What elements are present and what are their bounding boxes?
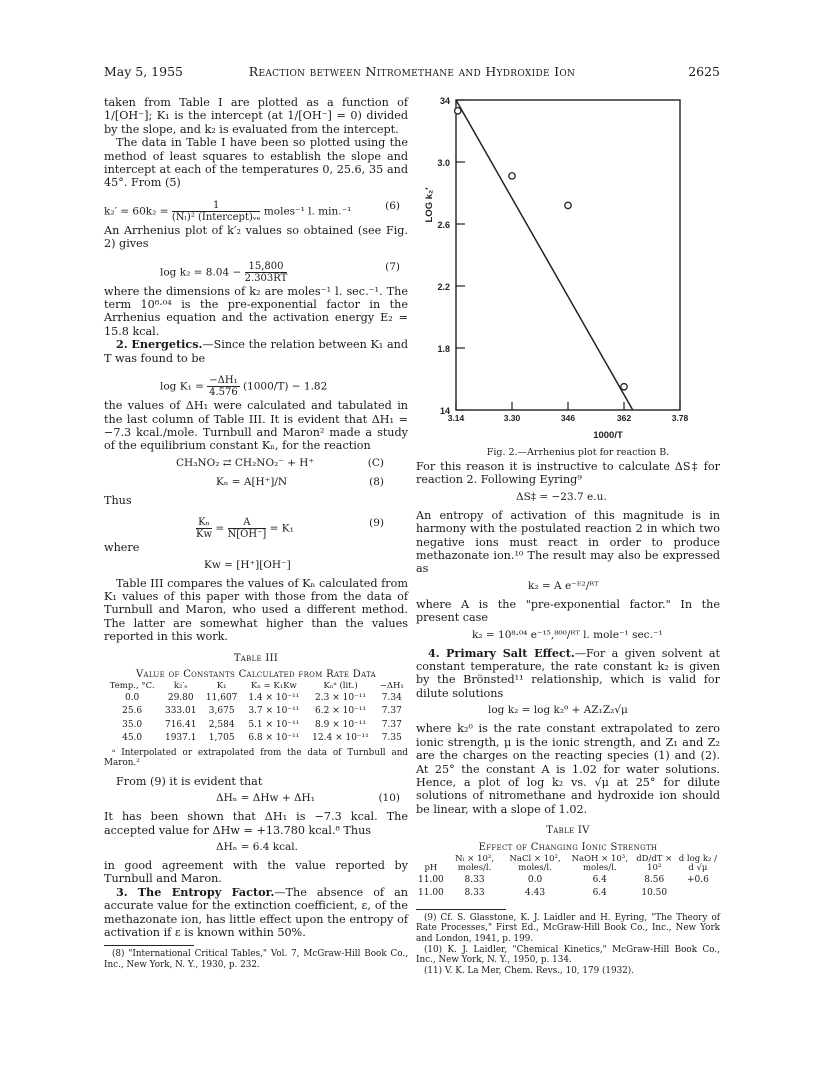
equation-6 bbox=[104, 193, 408, 221]
header-title: Reaction between Nitromethane and Hydroxide Ion bbox=[248, 64, 576, 79]
section-title: The Entropy Factor. bbox=[137, 884, 275, 899]
section-2 bbox=[104, 338, 408, 365]
eq-text: Kw = [H⁺][OH⁻] bbox=[204, 558, 291, 571]
eq-lhs: k₂′ = 60k₂ = bbox=[104, 205, 169, 218]
equation-entropy bbox=[416, 490, 720, 506]
equation-kw bbox=[104, 558, 408, 574]
equation-a bbox=[416, 579, 720, 595]
data-point bbox=[509, 173, 515, 179]
equation-k2 bbox=[416, 628, 720, 644]
x-tick-label: 346 bbox=[560, 413, 576, 423]
equation-8 bbox=[104, 475, 408, 491]
table-cell: 6.4 bbox=[592, 874, 607, 885]
table-row bbox=[104, 692, 408, 705]
footnote-rule bbox=[104, 945, 194, 946]
section-title: Primary Salt Effect. bbox=[446, 645, 575, 660]
footnote-8: (8) "International Critical Tables," Vol. 7, McGraw-Hill Book Co., Inc., New York, N. Y., 1930, p. 232. bbox=[104, 949, 408, 970]
equation-10 bbox=[104, 791, 408, 807]
section-text: —The absence of an accurate value for the extinction coefficient, ε, of the methazonate ion, has little effect upon the entropy of activation if ε is known within 50%. bbox=[104, 885, 408, 939]
table-cell: 8.33 bbox=[464, 874, 485, 885]
table-header: K₁ bbox=[216, 681, 227, 692]
eq-denominator: 4.576 bbox=[209, 387, 238, 399]
table-header: Nₗ × 10², moles/l. bbox=[455, 853, 495, 874]
eq-text: ΔS‡ = −23.7 e.u. bbox=[516, 490, 607, 503]
table-cell: 35.0 bbox=[122, 719, 143, 730]
equation-9: $\frac{\text{Kₙ}}{Kw}$ = $\frac{A}{N[OH^-]}$ = K₁ (9) bbox=[196, 517, 384, 541]
eq-text: log k₂ = log k₂⁰ + AZ₁Z₂√μ bbox=[488, 704, 628, 717]
table-cell: 25.6 bbox=[122, 706, 143, 717]
table-cell: 1.4 × 10⁻¹¹ bbox=[248, 692, 300, 703]
equation-bronsted bbox=[416, 703, 720, 719]
x-tick-label: 3.78 bbox=[671, 413, 689, 423]
footnote-10: (10) K. J. Laidler, "Chemical Kinetics," McGraw-Hill Book Co., Inc., New York, N. Y., 1950, p. 134. bbox=[416, 944, 720, 966]
x-tick-label: 3.30 bbox=[503, 413, 521, 423]
left-column bbox=[104, 96, 408, 971]
equation-c bbox=[104, 456, 408, 472]
paragraph: where bbox=[104, 541, 140, 555]
table-cell: 2.3 × 10⁻¹¹ bbox=[315, 692, 367, 703]
table-cell: 1,705 bbox=[208, 733, 235, 744]
table-cell: 11.00 bbox=[418, 888, 444, 899]
section-number: 2. bbox=[116, 337, 128, 352]
table-cell: 6.2 × 10⁻¹¹ bbox=[315, 706, 367, 717]
eq-number: (9) bbox=[369, 517, 384, 530]
fit-line bbox=[456, 100, 633, 410]
x-tick-label: 3.14 bbox=[447, 413, 465, 423]
eq-number: (7) bbox=[385, 260, 400, 273]
table-cell: 6.4 bbox=[592, 888, 607, 899]
table-cell: 5.1 × 10⁻¹¹ bbox=[248, 719, 300, 730]
eq-lhs: log k₂ = 8.04 − bbox=[160, 266, 242, 279]
section-4 bbox=[416, 647, 720, 701]
x-axis-label: 1000/T bbox=[593, 430, 623, 441]
eq-numerator: 1 bbox=[172, 200, 261, 212]
table-cell: 0.0 bbox=[527, 874, 543, 885]
eq-rhs: = K₁ bbox=[269, 522, 294, 535]
table-header: Temp., °C. bbox=[109, 681, 155, 692]
section-text: —For a given solvent at constant temperature, the rate constant k₂ is given by the Brönsted¹¹ relationship, which is valid for dilute solutions bbox=[416, 646, 720, 700]
eq-denominator: Kw bbox=[196, 529, 213, 541]
paragraph: An entropy of activation of this magnitude is in harmony with the postulated reaction 2 in which two negative ions must react in order to produce methazonate ion.¹⁰ The result may also be expressed as bbox=[416, 508, 720, 576]
x-tick-label: 362 bbox=[616, 413, 632, 423]
table-cell: 12.4 × 10⁻¹¹ bbox=[312, 733, 369, 744]
figure-2 bbox=[416, 96, 720, 458]
eq-numerator: 15,800 bbox=[245, 261, 288, 273]
equation-7 bbox=[104, 254, 408, 282]
footnote-rule bbox=[416, 909, 506, 910]
y-tick-label: 34 bbox=[439, 96, 450, 106]
eq-denominator: 2.303RT bbox=[244, 272, 288, 284]
eq-text: k₂ = A e⁻ᴱ²/ᴿᵀ bbox=[528, 579, 599, 592]
eq-fraction bbox=[207, 375, 239, 398]
section-number: 3. bbox=[116, 884, 128, 899]
equation-hn bbox=[104, 840, 408, 856]
table-cell: 11,607 bbox=[205, 692, 238, 703]
table-row bbox=[416, 887, 720, 900]
eq-unit: moles⁻¹ l. min.⁻¹ bbox=[263, 205, 352, 218]
y-tick-label: 2.6 bbox=[437, 220, 450, 230]
eq-text: ΔHₙ = 6.4 kcal. bbox=[216, 840, 298, 853]
running-header bbox=[104, 64, 720, 82]
y-tick-label: 1.8 bbox=[437, 344, 450, 354]
table-header: pH bbox=[424, 863, 438, 874]
y-axis-label: LOG k₂′ bbox=[424, 187, 435, 223]
eq-numerator: Kₙ bbox=[196, 517, 212, 529]
eq-rhs: (1000/T) − 1.82 bbox=[242, 380, 328, 393]
table-row bbox=[104, 719, 408, 732]
table-cell: 7.35 bbox=[381, 733, 402, 744]
table-4 bbox=[416, 855, 720, 901]
section-title: Energetics. bbox=[131, 337, 203, 352]
eq-number: (10) bbox=[378, 792, 400, 805]
paragraph: Thus bbox=[104, 493, 132, 507]
section-number: 4. bbox=[428, 645, 440, 660]
data-point bbox=[565, 202, 571, 208]
y-tick-label: 3.0 bbox=[437, 158, 450, 168]
y-tick-label: 2.2 bbox=[437, 282, 450, 292]
paragraph: It has been shown that ΔH₁ is −7.3 kcal. The accepted value for ΔHw = +13.780 kcal.⁸ Thus bbox=[104, 810, 408, 837]
table-cell: 8.56 bbox=[644, 874, 665, 885]
y-tick-label: 14 bbox=[439, 406, 450, 416]
table-row bbox=[104, 705, 408, 718]
eq-numerator: A bbox=[228, 517, 267, 529]
paragraph: the values of ΔH₁ were calculated and tabulated in the last column of Table III. It is evident that ΔH₁ = −7.3 kcal./mole. Turnbull and Maron² made a study of the equilibrium constant Kₙ, for the reaction bbox=[104, 399, 408, 453]
table-footnote: ᵃ Interpolated or extrapolated from the data of Turnbull and Maron.² bbox=[104, 747, 408, 769]
table-cell: 1937.1 bbox=[164, 733, 197, 744]
paragraph: The data in Table I have been so plotted using the method of least squares to establish the slope and intercept at each of the temperatures 0, 25.6, 35 and 45°. From (5) bbox=[104, 136, 408, 190]
table-cell: 8.9 × 10⁻¹¹ bbox=[315, 719, 367, 730]
eq-number: (6) bbox=[385, 199, 400, 212]
table-header: −ΔH₁ bbox=[379, 681, 404, 692]
figure-caption: Fig. 2.—Arrhenius plot for reaction B. bbox=[486, 447, 670, 458]
eq-fraction bbox=[228, 517, 267, 540]
table-cell: 3,675 bbox=[208, 706, 235, 717]
table-header: NaOH × 10³, moles/l. bbox=[571, 853, 628, 874]
table-title: Effect of Changing Ionic Strength bbox=[478, 841, 658, 853]
plot-frame bbox=[456, 100, 680, 410]
paragraph: From (9) it is evident that bbox=[116, 774, 263, 788]
table-label: Table IV bbox=[546, 825, 590, 837]
paragraph: An Arrhenius plot of k′₂ values so obtained (see Fig. 2) gives bbox=[104, 223, 408, 251]
paragraph: in good agreement with the value reported by Turnbull and Maron. bbox=[104, 858, 408, 886]
right-column bbox=[416, 460, 720, 976]
table-cell: 2,584 bbox=[208, 719, 235, 730]
eq-text: Kₙ = A[H⁺]/N bbox=[216, 475, 288, 488]
eq-text: k₂ = 10⁸·⁰⁴ e⁻¹⁵,⁸⁰⁰/ᴿᵀ l. mole⁻¹ sec.⁻¹ bbox=[472, 628, 663, 641]
table-cell: 45.0 bbox=[122, 733, 143, 744]
data-point bbox=[621, 384, 627, 390]
table-row bbox=[416, 874, 720, 887]
paragraph: Table III compares the values of Kₙ calculated from K₁ values of this paper with those from the data of Turnbull and Maron, who used a different method. The latter are somewhat higher than the values reported in this work. bbox=[104, 576, 408, 644]
footnote-9: (9) Cf. S. Glasstone, K. J. Laidler and H. Eyring, "The Theory of Rate Processes," First Ed., McGraw-Hill Book Co., Inc., New York and London, 1941, p. 199. bbox=[416, 912, 720, 944]
table-cell: 7.37 bbox=[381, 706, 402, 717]
table-header: Kₙᵃ (lit.) bbox=[323, 681, 358, 692]
data-point bbox=[455, 108, 461, 114]
paragraph: taken from Table I are plotted as a function of 1/[OH⁻]; K₁ is the intercept (at 1/[OH⁻] = 0) divided by the slope, and k₂ is evaluated from the intercept. bbox=[104, 96, 408, 136]
footnote-11: (11) V. K. La Mer, Chem. Revs., 10, 179 (1932). bbox=[424, 965, 635, 976]
table-3 bbox=[104, 682, 408, 745]
paragraph: For this reason it is instructive to calculate ΔS‡ for reaction 2. Following Eyring⁹ bbox=[416, 460, 720, 487]
arrhenius-chart bbox=[416, 96, 720, 458]
table-cell: 10.50 bbox=[641, 888, 668, 899]
table-header: dD/dT × 10² bbox=[636, 853, 673, 874]
table-label: Table III bbox=[233, 652, 279, 664]
eq-lhs: log K₁ = bbox=[160, 380, 204, 393]
table-cell: 7.34 bbox=[381, 692, 402, 703]
table-row bbox=[104, 732, 408, 745]
table-header: NaCl × 10², moles/l. bbox=[509, 853, 561, 874]
eq-fraction bbox=[172, 200, 261, 223]
table-cell: 4.43 bbox=[525, 888, 546, 899]
table-header: d log k₂ / d √μ bbox=[678, 853, 718, 874]
table-cell: 6.8 × 10⁻¹¹ bbox=[248, 733, 300, 744]
paragraph: where the dimensions of k₂ are moles⁻¹ l. sec.⁻¹. The term 10⁸·⁰⁴ is the pre-exponential factor in the Arrhenius equation and the activation energy E₂ = 15.8 kcal. bbox=[104, 284, 408, 338]
paragraph: where k₂⁰ is the rate constant extrapolated to zero ionic strength, μ is the ionic strength, and Z₁ and Z₂ are the charges on the reacting species (1) and (2). At 25° the constant A is 1.02 for water solutions. Hence, a plot of log k₂ vs. √μ at 25° for dilute solutions of nitromethane and hydroxide ion should be linear, with a slope of 1.02. bbox=[416, 722, 720, 816]
paragraph: where A is the "pre-exponential factor." In the present case bbox=[416, 597, 720, 625]
section-3 bbox=[104, 886, 408, 940]
equation-k1 bbox=[104, 368, 408, 399]
table-cell: 8.33 bbox=[464, 888, 485, 899]
eq-fraction bbox=[245, 261, 288, 284]
table-cell: 7.37 bbox=[381, 719, 402, 730]
eq-denominator: N[OH⁻] bbox=[227, 529, 267, 541]
eq-text: CH₃NO₂ ⇄ CH₂NO₂⁻ + H⁺ bbox=[176, 456, 314, 469]
table-cell: 11.00 bbox=[418, 874, 444, 885]
table-header: k₂′ₑ bbox=[173, 681, 188, 692]
eq-fraction bbox=[196, 517, 212, 540]
table-cell bbox=[676, 887, 720, 900]
eq-number: (C) bbox=[367, 456, 384, 469]
header-date: May 5, 1955 bbox=[104, 64, 183, 79]
table-cell: 29.80 bbox=[167, 692, 194, 703]
table-cell: 0.0 bbox=[124, 692, 140, 703]
page-number: 2625 bbox=[688, 64, 720, 79]
table-cell: 333.01 bbox=[164, 706, 197, 717]
table-cell: 3.7 × 10⁻¹¹ bbox=[248, 706, 300, 717]
table-header: Kₙ = K₁Kw bbox=[250, 681, 297, 692]
eq-number: (8) bbox=[369, 475, 384, 488]
eq-text: ΔHₙ = ΔHw + ΔH₁ bbox=[216, 792, 315, 805]
table-cell: +0.6 bbox=[686, 874, 709, 885]
table-title: Value of Constants Calculated from Rate Data bbox=[135, 668, 377, 680]
section-text: —Since the relation between K₁ and T was found to be bbox=[104, 338, 408, 365]
eq-denominator: (Nₗ)² (Intercept)ᵥₑ bbox=[171, 211, 261, 223]
eq-numerator: −ΔH₁ bbox=[209, 375, 238, 387]
table-cell: 716.41 bbox=[164, 719, 197, 730]
